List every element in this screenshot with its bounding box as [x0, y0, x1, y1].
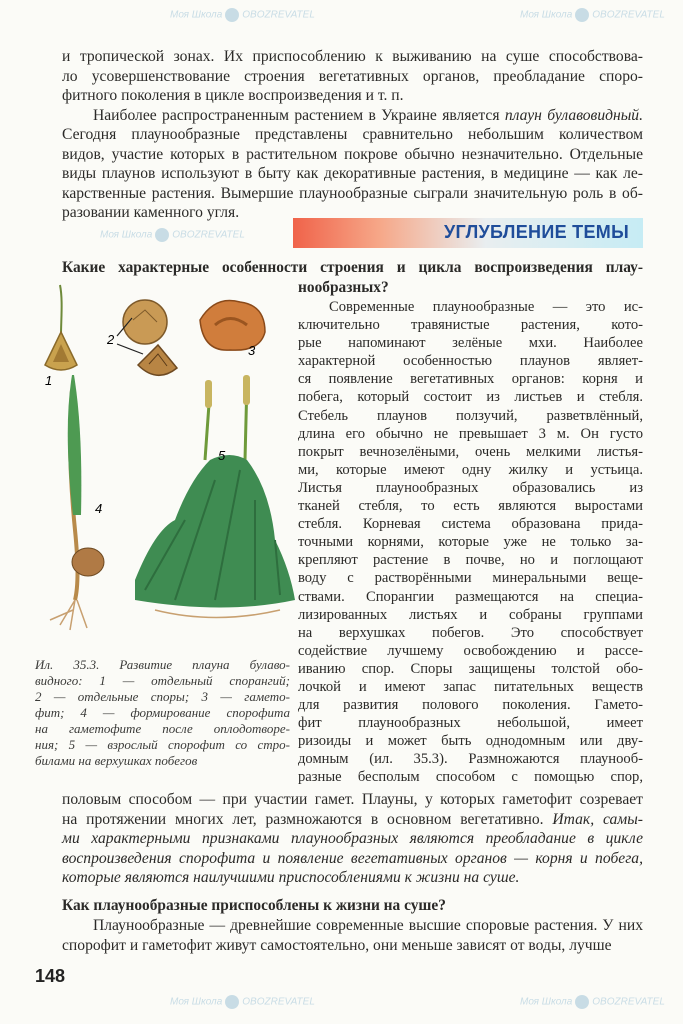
text-segment: стебля. Корневая система образована прида-: [298, 516, 643, 533]
text-line: [298, 497, 643, 515]
text-segment: крепляют растение в почве, но и поглощают: [298, 552, 643, 569]
watermark: Моя Школа OBOZREVATEL: [520, 9, 665, 21]
text-line: [35, 753, 290, 769]
watermark: Моя Школа OBOZREVATEL: [170, 996, 315, 1008]
text-line: [62, 67, 643, 87]
text-line: [298, 624, 643, 642]
text-segment: для развития полового поколения. Гамето-: [298, 697, 643, 714]
text-segment: и тропической зонах. Их приспособлению к выживанию на суше способствова-: [62, 48, 643, 65]
text-line: [62, 125, 643, 145]
text-line: [35, 737, 290, 753]
section-banner: [293, 218, 643, 248]
figure-label-2: 2: [107, 332, 115, 347]
text-segment: Листья плаунообразных образовались из: [298, 479, 643, 496]
text-line: [298, 425, 643, 443]
text-segment: билами на верхушках побегов: [35, 753, 198, 768]
text-segment: домным (ил. 35.3). Размножаются плаунооб-: [298, 751, 643, 768]
text-line: [62, 145, 643, 165]
continuation-text: [62, 790, 643, 888]
text-line: [62, 164, 643, 184]
text-segment: Современные плаунообразные — это ис-: [329, 299, 643, 315]
text-segment: карственные растения. Вымершие плаунообразные сыграли значительную роль в об-: [62, 184, 643, 202]
text-segment: ло усовершенствование строения вегетативных органов, преобладание споро-: [62, 67, 643, 85]
watermark: Моя Школа OBOZREVATEL: [520, 996, 665, 1008]
text-line: [298, 515, 643, 533]
text-segment: содействие лучшему освобождению и рассе-: [298, 642, 643, 659]
adult-sporophyte-figure: [135, 375, 295, 618]
text-segment: на протяжении многих лет, размножаются в основном вегетативно.: [62, 810, 553, 828]
text-line: [298, 588, 643, 606]
text-line: [298, 750, 643, 768]
text-line: [298, 352, 643, 370]
text-line: [298, 642, 643, 660]
text-segment: иванию спор. Споры защищены толстой обо-: [298, 660, 643, 677]
text-line: [298, 370, 643, 388]
text-line: [298, 334, 643, 352]
text-segment: рые напоминают зелёные мхи. Наиболее: [298, 335, 643, 352]
text-line: [298, 551, 643, 569]
figure-label-4: 4: [95, 501, 103, 516]
italic-text: ми характерными признаками плаунообразных являются преобладание в цикле: [62, 830, 643, 847]
sporangium-figure: [45, 285, 77, 370]
text-segment: видного: 1 — отдельный спорангий;: [35, 673, 290, 688]
text-segment: ния; 5 — взрослый спорофит со стро-: [35, 737, 290, 752]
text-line: [298, 678, 643, 696]
text-segment: ризоиды и может быть однодомным или дву-: [298, 733, 643, 750]
text-line: [35, 689, 290, 705]
text-line: [298, 316, 643, 334]
page-number: 148: [35, 966, 66, 986]
text-line: [35, 705, 290, 721]
text-segment: фит плаунообразных небольшой, имеет: [298, 715, 643, 732]
text-segment: Ил. 35.3. Развитие плауна булаво-: [35, 657, 290, 672]
text-segment: Наиболее распространенным растением в Украине является: [93, 106, 505, 124]
text-line: [298, 606, 643, 624]
text-line: [298, 569, 643, 587]
figure-label-3: 3: [248, 343, 256, 358]
text-segment: виды плаунов используют в быту как декоративные растения, в медицине — как ле-: [62, 165, 643, 182]
lycopodium-development-illustration: [25, 280, 305, 660]
spores-figure: [117, 300, 177, 375]
text-segment: Плаунообразные — древнейшие современные высшие споровые растения. У них: [93, 917, 643, 934]
italic-text: которые являются наилучшими приспособлениями к жизни на суше.: [62, 869, 520, 886]
right-column-text: [298, 298, 643, 787]
question-line: Какие характерные особенности строения и цикла воспроизведения плау-: [62, 259, 643, 276]
text-segment: Сегодня плаунообразные представлены сравнительно небольшим количеством: [62, 126, 643, 143]
text-segment: ся появление вегетативных органов: корня и: [298, 371, 643, 388]
text-segment: воду с растворёнными минеральными веще-: [298, 570, 643, 587]
adaptation-text: [62, 916, 643, 955]
text-line: [298, 533, 643, 551]
text-line: [62, 829, 643, 849]
text-segment: тканей стебля, то есть являются выростами: [298, 498, 643, 515]
gametophyte-figure: [200, 300, 265, 350]
text-line: [298, 479, 643, 497]
text-line: [62, 184, 643, 204]
text-line: [298, 732, 643, 750]
watermark: Моя Школа OBOZREVATEL: [170, 9, 315, 21]
text-segment: фитного поколения в цикле воспроизведения и т. п.: [62, 87, 404, 104]
text-segment: половым способом — при участии гамет. Плауны, у которых гаметофит созревает: [62, 791, 643, 808]
text-line: [62, 47, 643, 67]
text-segment: длина его обычно не превышает 3 м. Он густо: [298, 425, 643, 442]
text-line: [62, 916, 643, 936]
text-line: [62, 790, 643, 810]
italic-text: воспроизведения спорофита и появление вегетативных органов — корня и побега,: [62, 849, 643, 867]
text-segment: Стебель плаунов ползучий, разветвлённый,: [298, 407, 643, 424]
text-line: [298, 461, 643, 479]
text-segment: лизированных листьях и собраны группами: [298, 606, 643, 623]
text-line: [35, 657, 290, 673]
text-line: [62, 849, 643, 869]
text-segment: ствами. Спорангии размещаются на специа-: [298, 588, 643, 605]
text-line: [62, 810, 643, 830]
text-segment: характерной особенностью плаунов являет-: [298, 353, 643, 370]
figure-caption: [35, 657, 290, 769]
text-segment: разные бесполым способом с помощью спор,: [298, 769, 643, 786]
watermark: Моя Школа OBOZREVATEL: [100, 229, 245, 241]
text-segment: ми, которые имеют одну жилку и устьица.: [298, 461, 643, 478]
text-segment: на гаметофите после оплодотворе-: [35, 721, 290, 736]
figure-label-5: 5: [218, 448, 226, 463]
text-segment: лочкой и имеют запас питательных веществ: [298, 678, 643, 695]
text-segment: покрыт вечнозелёными, очень мелкими листья-: [298, 443, 643, 460]
text-line: [62, 868, 643, 888]
text-line: [298, 714, 643, 732]
text-segment: на верхушках побегов. Это способствует: [298, 624, 643, 641]
question-line: нообразных?: [298, 279, 389, 296]
text-segment: разовании каменного угля.: [62, 204, 240, 221]
text-segment: фит; 4 — формирование спорофита: [35, 705, 290, 720]
italic-text: плаун булавовидный.: [504, 106, 644, 124]
question-heading-2: Как плаунообразные приспособлены к жизни на суше?: [62, 897, 446, 914]
italic-text: Итак, самы-: [552, 810, 643, 828]
text-line: [298, 388, 643, 406]
text-line: [35, 721, 290, 737]
text-segment: спорофит и гаметофит живут самостоятельно, они меньше зависят от воды, лучше: [62, 936, 612, 954]
text-line: [62, 86, 643, 106]
text-line: [298, 768, 643, 786]
section-banner-title: УГЛУБЛЕНИЕ ТЕМЫ: [444, 222, 629, 242]
text-line: [62, 106, 643, 126]
text-segment: побега, который состоит из листьев и стебля.: [298, 389, 643, 406]
text-line: [298, 443, 643, 461]
intro-text: [62, 47, 643, 223]
text-segment: 2 — отдельные споры; 3 — гамето-: [35, 689, 290, 704]
text-segment: точными корнями, которые уже не только за-: [298, 534, 643, 551]
text-line: [298, 660, 643, 678]
text-segment: ключительно травянистые растения, кото-: [298, 317, 643, 334]
text-segment: видов, участие которых в растительном покрове обычно незначительно. Отдельные: [62, 145, 643, 163]
text-line: [62, 936, 643, 956]
text-line: [35, 673, 290, 689]
text-line: [298, 298, 643, 316]
text-line: [298, 407, 643, 425]
text-line: [298, 696, 643, 714]
figure-label-1: 1: [45, 373, 53, 388]
